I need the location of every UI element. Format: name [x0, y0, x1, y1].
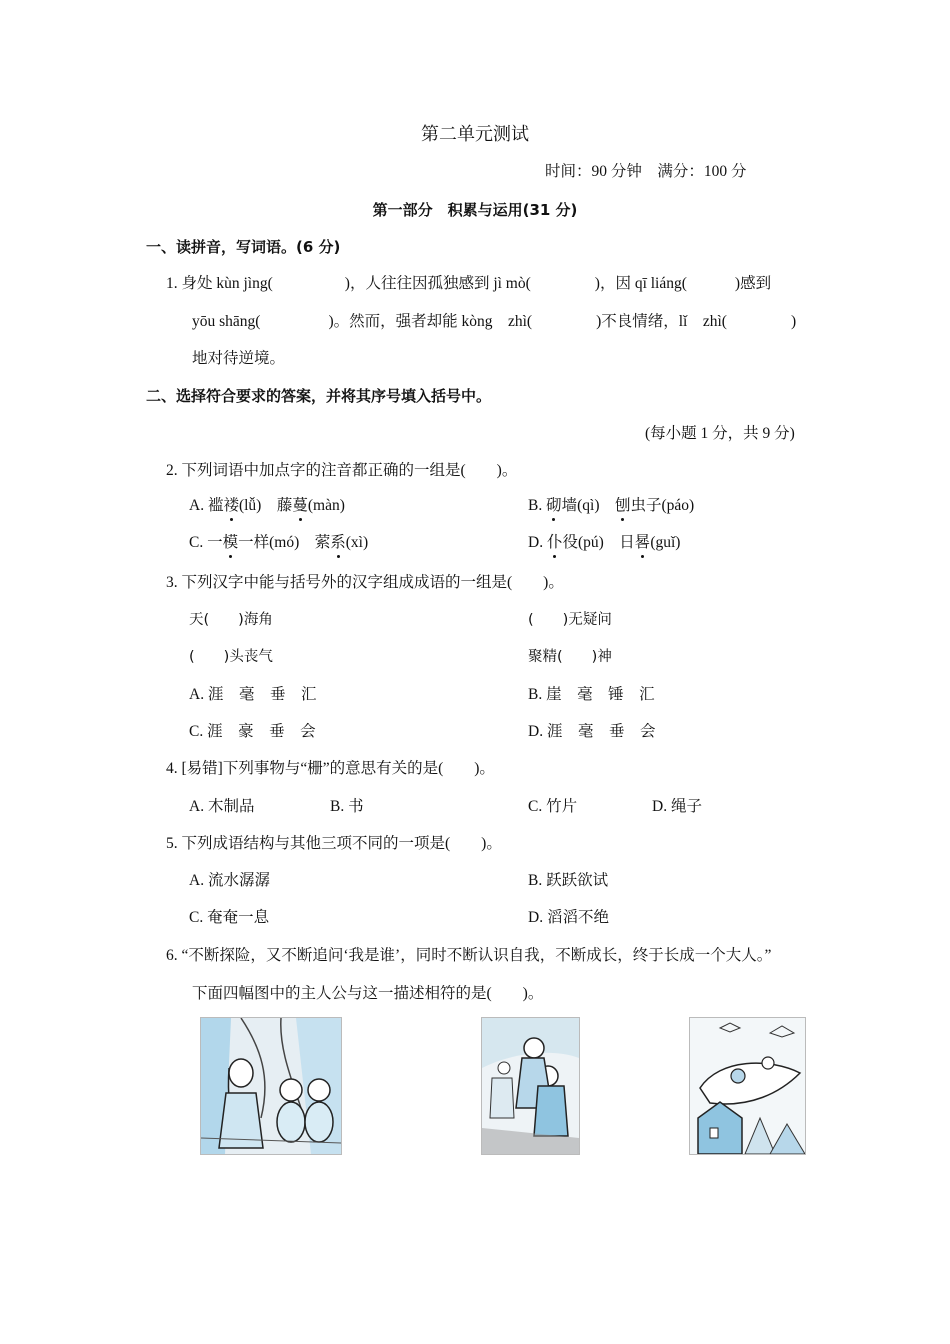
q3-option-c[interactable]: C. 涯 豪 垂 会 — [189, 723, 316, 740]
question-3-stem: 3. 下列汉字中能与括号外的汉字组成成语的一组是( )。 — [166, 574, 564, 591]
dotted-char: 褛 — [223, 497, 239, 514]
illustration-tom-sawyer[interactable] — [481, 1017, 580, 1155]
option-text: 虫子(páo) — [630, 497, 695, 514]
question-5-stem: 5. 下列成语结构与其他三项不同的一项是( )。 — [166, 835, 502, 852]
q1-text-d: )感到 — [734, 275, 772, 292]
q2-option-b[interactable] — [528, 496, 694, 516]
option-text: (xì) — [345, 534, 369, 551]
q4-option-b[interactable]: B. 书 — [330, 798, 364, 815]
q4-option-c[interactable]: C. 竹片 — [528, 798, 578, 815]
q5-option-c[interactable]: C. 奄奄一息 — [189, 909, 270, 926]
option-text: D. — [528, 534, 547, 551]
q1-text-f: )。然而，强者却能 kòng zhì( — [328, 313, 533, 330]
option-text: (lǚ) 藤 — [238, 497, 293, 514]
dotted-char: 仆 — [546, 534, 563, 551]
dotted-char: 砌 — [546, 497, 562, 514]
q1-text-g: )不良情绪，lǐ zhì( — [596, 313, 727, 330]
exam-meta: 时间：90 分钟 满分：100 分 — [545, 163, 747, 180]
q2-option-c[interactable] — [189, 533, 368, 553]
option-text: A. 褴 — [189, 497, 224, 514]
q3-word-4: 聚精( )神 — [528, 649, 612, 665]
dotted-char: 晷 — [634, 534, 651, 551]
page-title: 第二单元测试 — [421, 124, 529, 144]
question-6-stem: 6. “不断探险，又不断追问‘我是谁’，同时不断认识自我，不断成长，终于长成一个大人。” — [166, 947, 772, 964]
q1-text-c: )，因 qī liáng( — [594, 275, 687, 292]
dotted-char: 刨 — [615, 497, 631, 514]
q3-word-3: ( )头丧气 — [189, 649, 273, 665]
q1-text-h: ) — [790, 313, 797, 330]
q3-option-a[interactable]: A. 涯 毫 垂 汇 — [189, 686, 317, 703]
q3-word-1: 天( )海角 — [189, 612, 273, 628]
option-text: 役(pú) 日 — [562, 534, 635, 551]
q3-word-2: ( )无疑问 — [528, 612, 612, 628]
q2-option-d[interactable] — [528, 533, 680, 553]
illustration-alice[interactable] — [200, 1017, 342, 1155]
question-4-stem: 4. [易错]下列事物与“栅”的意思有关的是( )。 — [166, 760, 495, 777]
q5-option-a[interactable]: A. 流水潺潺 — [189, 872, 270, 889]
option-text: 墙(qì) — [561, 497, 615, 514]
question-2-stem: 2. 下列词语中加点字的注音都正确的一组是( )。 — [166, 462, 518, 479]
option-text: (màn) — [307, 497, 345, 514]
question-1-line-3: 地对待逆境。 — [192, 350, 286, 367]
q3-option-b[interactable]: B. 崖 毫 锤 汇 — [528, 686, 655, 703]
q1-text-b: )，人往往因孤独感到 jì mò( — [344, 275, 531, 292]
illustration-nils-goose[interactable] — [689, 1017, 806, 1155]
q5-option-b[interactable]: B. 跃跃欲试 — [528, 872, 609, 889]
q2-option-a[interactable] — [189, 496, 345, 516]
dotted-char: 系 — [330, 534, 346, 551]
question-1-line-1 — [166, 274, 771, 294]
section-heading-2: 二、选择符合要求的答案，并将其序号填入括号中。 — [146, 387, 492, 405]
option-text: B. — [528, 497, 547, 514]
section-heading-1: 一、读拼音，写词语。(6 分) — [146, 238, 341, 256]
option-text: C. 一 — [189, 534, 223, 551]
dotted-char: 蔓 — [292, 497, 308, 514]
question-6-stem-2: 下面四幅图中的主人公与这一描述相符的是( )。 — [192, 985, 544, 1002]
dotted-char: 模 — [222, 534, 239, 551]
option-text: 一样(mó) 萦 — [238, 534, 331, 551]
section-score: (每小题 1 分，共 9 分) — [645, 425, 795, 442]
option-text: (guǐ) — [650, 534, 681, 551]
question-1-line-2 — [192, 312, 796, 332]
q4-option-d[interactable]: D. 绳子 — [652, 798, 702, 815]
part-heading: 第一部分 积累与运用(31 分) — [372, 201, 578, 219]
q1-text-a: 身处 kùn jìng( — [181, 275, 273, 292]
question-number: 1. — [166, 275, 178, 292]
q3-option-d[interactable]: D. 涯 毫 垂 会 — [528, 723, 656, 740]
q4-option-a[interactable]: A. 木制品 — [189, 798, 255, 815]
q5-option-d[interactable]: D. 滔滔不绝 — [528, 909, 609, 926]
q1-text-e: yōu shāng( — [192, 313, 261, 330]
